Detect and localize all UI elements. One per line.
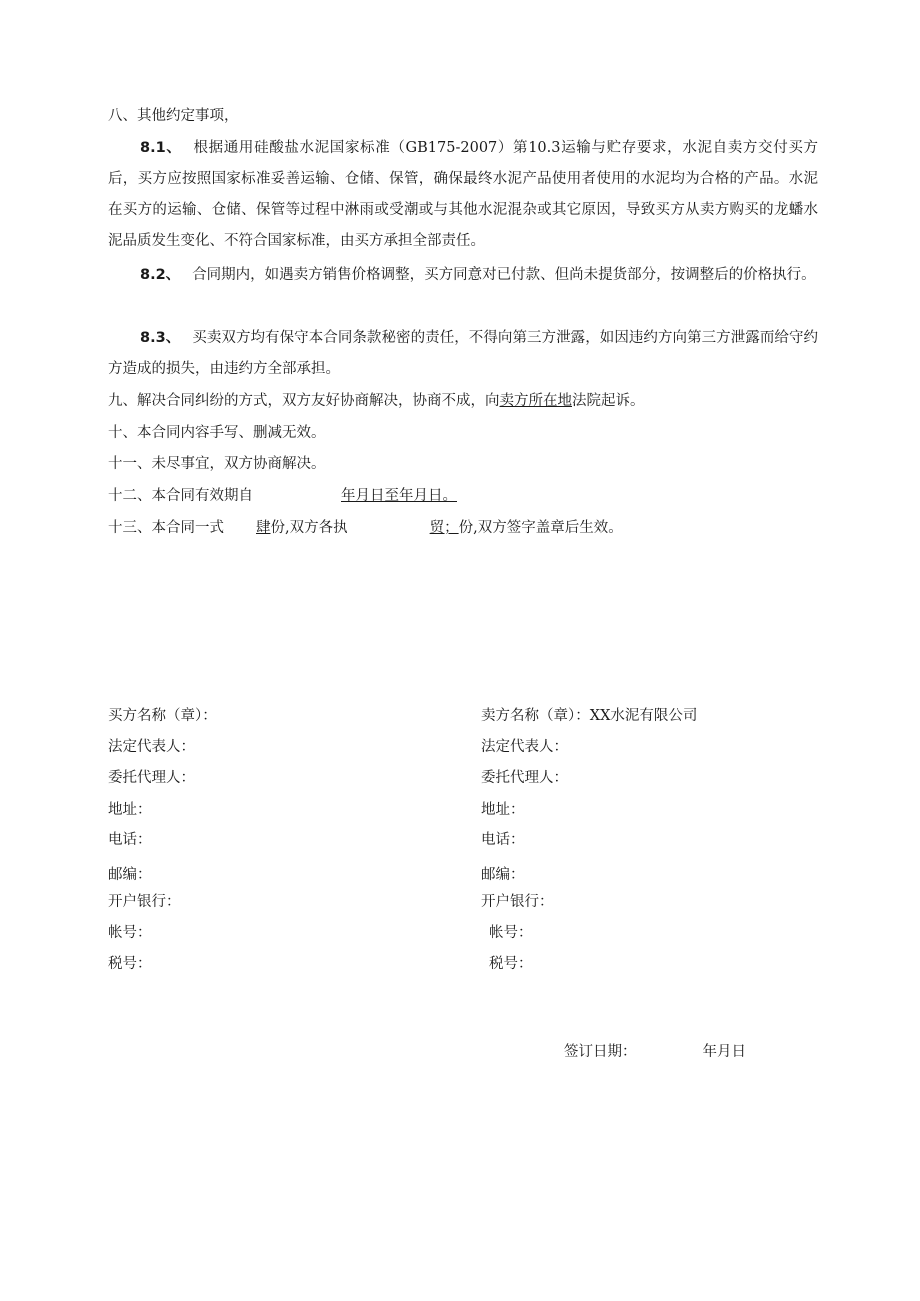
signing-date-value: 年月日: [702, 1044, 746, 1060]
clause-number: 8.3、: [140, 330, 181, 346]
copies-total: 肆: [256, 520, 271, 536]
court-location: 卖方所在地: [499, 393, 572, 409]
signing-date: [564, 1042, 746, 1062]
section-10: 十、本合同内容手写、删减无效。: [108, 425, 326, 441]
section-13: [108, 518, 623, 538]
buyer-rep: 法定代表人：: [108, 739, 195, 755]
section-12-prefix: 十二、本合同有效期自: [108, 488, 253, 504]
clause-text: 根据通用硅酸盐水泥国家标准（GB175-2007）第10.3运输与贮存要求，水泥自卖方交付买方后，买方应按照国家标准妥善运输、仓储、保管，确保最终水泥产品使用者使用的水泥均为合格的产品。水泥在买方的运输、仓储、保管等过程中淋雨或受潮或与其他水泥混杂或其它原因，导致买方从卖方购买的龙蟠水泥品质发生变化、不符合国家标准，由买方承担全部责任。: [108, 140, 818, 249]
section-13-suffix: 份,双方签字盖章后生效。: [458, 520, 623, 536]
seller-phone: 电话：: [481, 832, 525, 848]
clause-text: 合同期内，如遇卖方销售价格调整，买方同意对已付款、但尚未提货部分，按调整后的价格执行。: [192, 267, 816, 283]
section-9-suffix: 法院起诉。: [572, 393, 645, 409]
seller-bank: 开户银行：: [481, 894, 554, 910]
section-13-prefix: 十三、本合同一式: [108, 520, 224, 536]
buyer-agent: 委托代理人：: [108, 770, 195, 786]
seller-name: 卖方名称（章）：XX水泥有限公司: [481, 708, 698, 724]
copies-each: 贸；: [429, 520, 459, 536]
seller-tax: 税号：: [489, 956, 533, 972]
section-8-heading: 八、其他约定事项，: [108, 108, 239, 124]
buyer-name: 买方名称（章）：: [108, 708, 217, 724]
buyer-postcode: 邮编：: [108, 867, 152, 883]
clause-number: 8.1、: [140, 140, 182, 156]
section-11: 十一、未尽事宜，双方协商解决。: [108, 456, 326, 472]
clause-number: 8.2、: [140, 267, 181, 283]
seller-rep: 法定代表人：: [481, 739, 568, 755]
clause-8-3: [108, 323, 818, 385]
signing-date-label: 签订日期：: [564, 1044, 637, 1060]
section-9: [108, 391, 645, 411]
section-12: [108, 486, 457, 506]
seller-postcode: 邮编：: [481, 867, 525, 883]
section-9-prefix: 九、解决合同纠纷的方式，双方友好协商解决，协商不成，向: [108, 393, 500, 409]
seller-agent: 委托代理人：: [481, 770, 568, 786]
buyer-account: 帐号：: [108, 925, 152, 941]
buyer-phone: 电话：: [108, 832, 152, 848]
seller-account: 帐号：: [489, 925, 533, 941]
clause-8-1: [108, 133, 818, 257]
seller-address: 地址：: [481, 802, 525, 818]
validity-period: 年月日至年月日。: [341, 488, 457, 504]
buyer-bank: 开户银行：: [108, 894, 181, 910]
buyer-tax: 税号：: [108, 956, 152, 972]
section-13-mid: 份,双方各执: [270, 520, 348, 536]
buyer-address: 地址：: [108, 802, 152, 818]
clause-8-2: [108, 260, 818, 291]
clause-text: 买卖双方均有保守本合同条款秘密的责任，不得向第三方泄露，如因违约方向第三方泄露而给守约方造成的损失，由违约方全部承担。: [108, 330, 819, 377]
